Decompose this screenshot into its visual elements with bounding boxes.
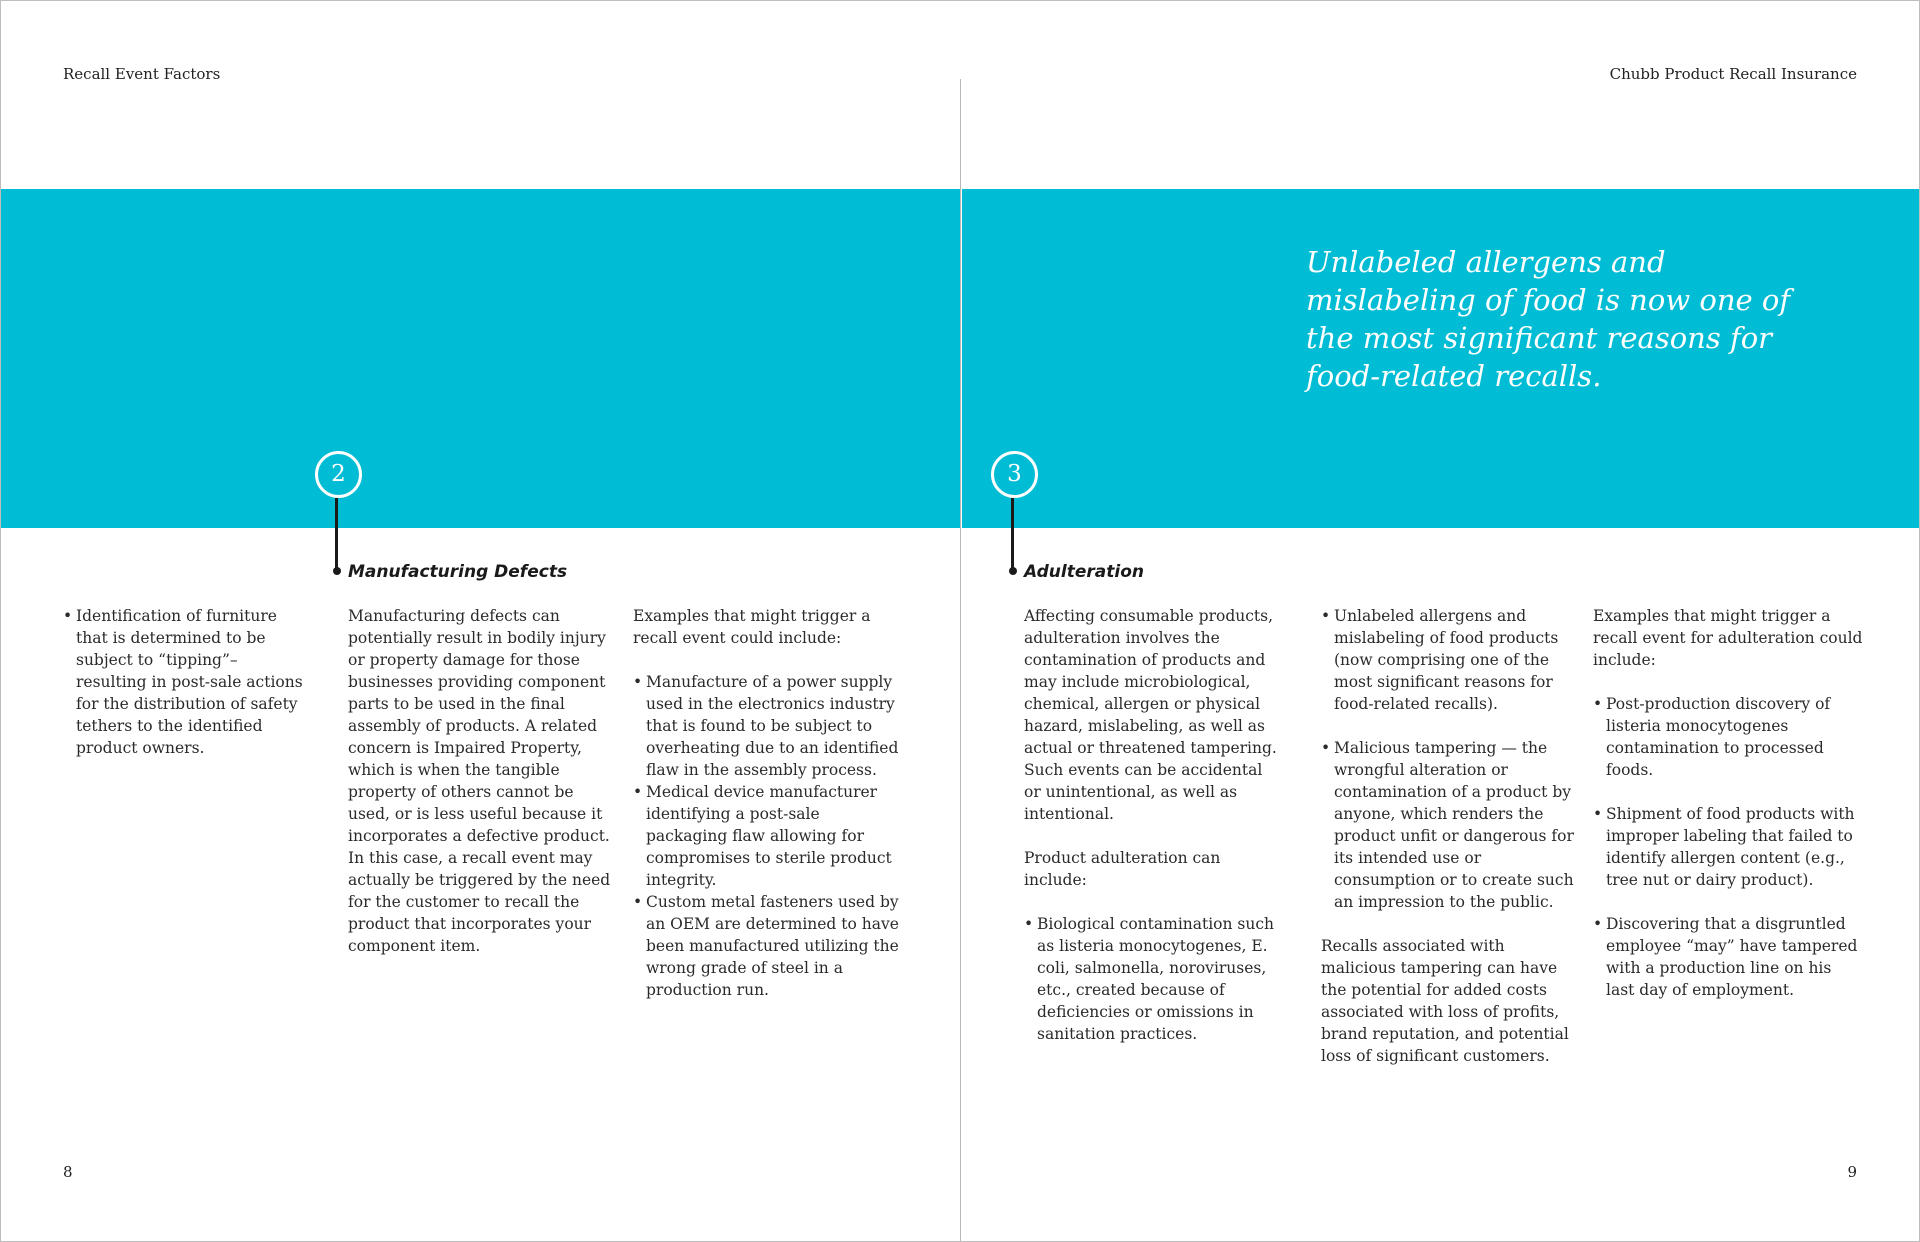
left-examples-bullet-list xyxy=(633,671,903,1001)
bullet-item: • Shipment of food products with improper labeling that failed to identify allergen content (e.g., tree nut or dairy product). xyxy=(1593,803,1863,891)
left-examples-intro: Examples that might trigger a recall event could include: xyxy=(633,607,871,647)
left-column-2 xyxy=(348,605,616,979)
page-number-right: 9 xyxy=(1847,1163,1857,1181)
section-leader-dot-3 xyxy=(1009,567,1017,575)
section-leader-dot-2 xyxy=(333,567,341,575)
bullet-item: • Custom metal fasteners used by an OEM are determined to have been manufactured utilizing the wrong grade of steel in a production run. xyxy=(633,891,903,1001)
right-col1-bullet-list xyxy=(1024,913,1282,1045)
right-examples-intro: Examples that might trigger a recall event for adulteration could include: xyxy=(1593,607,1863,669)
page-fold-line xyxy=(960,79,961,1242)
bullet-item: • Discovering that a disgruntled employee “may” have tampered with a production line on his last day of employment. xyxy=(1593,913,1863,1001)
left-column-1 xyxy=(63,605,305,759)
bullet-item: • Malicious tampering — the wrongful alteration or contamination of a product by anyone, which renders the product unfit or dangerous for its intended use or consumption or to create such an impression to the public. xyxy=(1321,737,1583,913)
left-column-3 xyxy=(633,605,903,1001)
pull-quote: Unlabeled allergens and mislabeling of food is now one of the most significant reasons for food-related recalls. xyxy=(1306,245,1791,393)
bullet-item: • Post-production discovery of listeria monocytogenes contamination to processed foods. xyxy=(1593,693,1863,781)
adulteration-paragraph: Affecting consumable products, adulteration involves the contamination of products and may include microbiological, chemical, allergen or physical hazard, mislabeling, as well as actual or threatened tampering. Such events can be accidental or unintentional, as well as intentional. xyxy=(1024,607,1277,823)
manufacturing-defects-paragraph: Manufacturing defects can potentially result in bodily injury or property damage for those businesses providing component parts to be used in the final assembly of products. A related concern is Impaired Property, which is when the tangible property of others cannot be used, or is less useful because it incorporates a defective product. In this case, a recall event may actually be triggered by the need for the customer to recall the product that incorporates your component item. xyxy=(348,607,611,955)
section-number-circle-3: 3 xyxy=(991,451,1038,498)
running-head-left: Recall Event Factors xyxy=(63,65,221,83)
bullet-item: • Biological contamination such as listeria monocytogenes, E. coli, salmonella, noroviruses, etc., created because of deficiencies or omissions in sanitation practices. xyxy=(1024,913,1282,1045)
left-col1-bullet-list xyxy=(63,605,305,759)
bullet-item: • Unlabeled allergens and mislabeling of food products (now comprising one of the most significant reasons for food-related recalls). xyxy=(1321,605,1583,715)
section-leader-line-2 xyxy=(335,498,338,571)
right-column-1 xyxy=(1024,605,1282,1045)
page-number-left: 8 xyxy=(63,1163,73,1181)
right-examples-bullet-list xyxy=(1593,693,1863,1001)
section-heading-manufacturing-defects: Manufacturing Defects xyxy=(348,562,568,582)
bullet-item: • Medical device manufacturer identifying a post-sale packaging flaw allowing for compromises to sterile product integrity. xyxy=(633,781,903,891)
right-column-2 xyxy=(1321,605,1583,1089)
adulteration-includes-intro: Product adulteration can include: xyxy=(1024,849,1221,889)
section-heading-adulteration: Adulteration xyxy=(1024,562,1144,582)
section-number-circle-2: 2 xyxy=(315,451,362,498)
running-head-right: Chubb Product Recall Insurance xyxy=(1609,65,1857,83)
malicious-tampering-paragraph: Recalls associated with malicious tampering can have the potential for added costs associated with loss of profits, brand reputation, and potential loss of significant customers. xyxy=(1321,937,1569,1065)
bullet-item: • Manufacture of a power supply used in the electronics industry that is found to be subject to overheating due to an identified flaw in the assembly process. xyxy=(633,671,903,781)
bullet-item: • Identification of furniture that is determined to be subject to “tipping”–resulting in post-sale actions for the distribution of safety tethers to the identified product owners. xyxy=(63,605,305,759)
section-leader-line-3 xyxy=(1011,498,1014,571)
right-column-3 xyxy=(1593,605,1863,1023)
right-col2-bullet-list xyxy=(1321,605,1583,913)
